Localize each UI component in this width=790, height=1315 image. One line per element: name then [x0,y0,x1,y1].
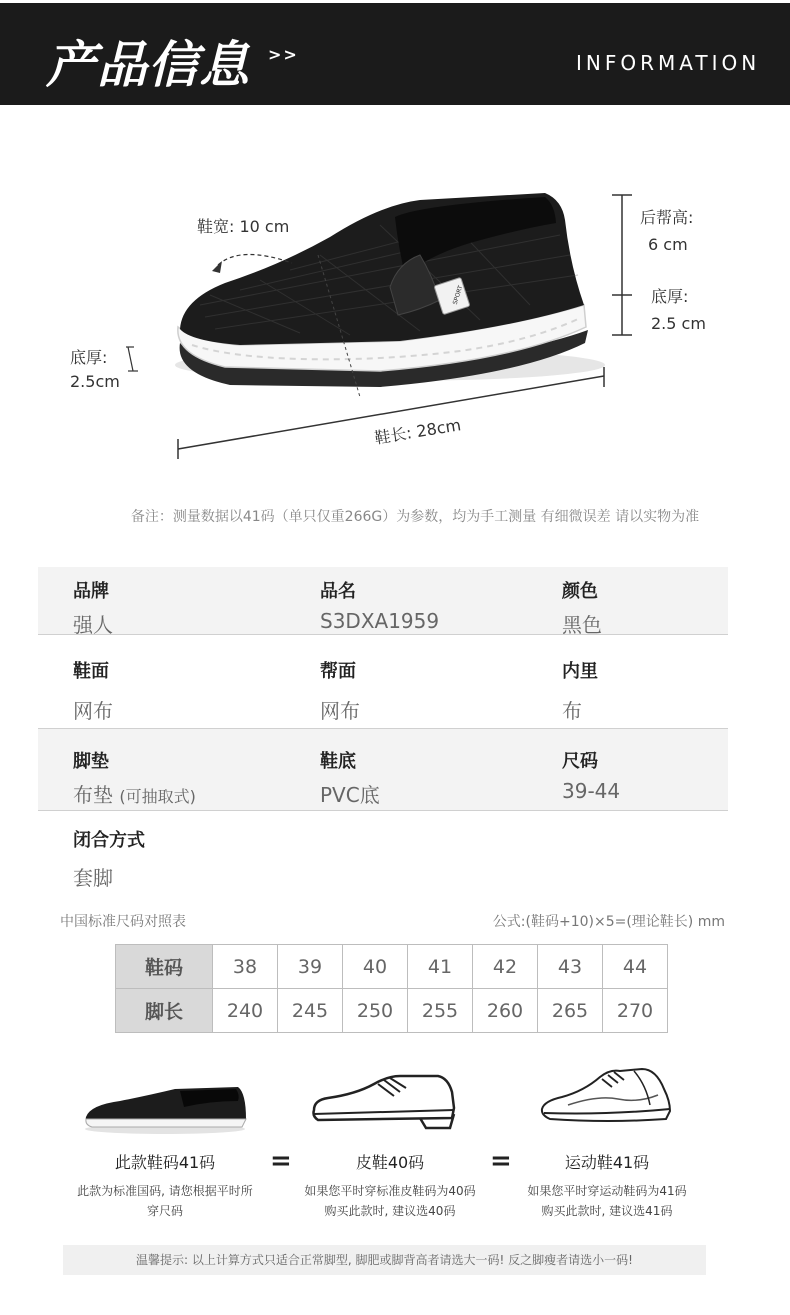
heel-height-value: 6 cm [648,235,688,254]
comparison-this-shoe [70,1150,260,1221]
equals-sign: = [490,1146,512,1176]
length-cell: 245 [278,989,343,1033]
measurement-note: 备注：测量数据以41码（单只仅重266G）为参数，均为手工测量 有细微误差 请以实物为准 [130,509,700,525]
spec-value: 网布 [320,699,360,723]
spec-brand [73,577,113,638]
size-cell: 42 [473,945,538,989]
size-tip-banner: 温馨提示: 以上计算方式只适合正常脚型, 脚肥或脚背高者请选大一码! 反之脚瘦者请选小一码! [63,1245,706,1275]
length-cell: 255 [408,989,473,1033]
shoe-dimension-diagram [0,105,790,485]
spec-label: 内里 [562,661,598,682]
spec-insole [73,747,196,808]
sole-thickness-left-label: 底厚: [70,348,108,367]
comparison-title: 皮鞋40码 [355,1153,425,1172]
insole-note: (可抽取式) [119,787,196,806]
length-cell: 265 [538,989,603,1033]
size-cell: 40 [343,945,408,989]
size-chart-title: 中国标准尺码对照表 [60,914,186,930]
spec-value: S3DXA1959 [320,609,440,633]
size-cell: 44 [603,945,668,989]
spec-value: 布 [562,699,582,723]
spec-label: 尺码 [562,751,598,772]
spec-value [73,779,196,808]
sole-thickness-right-value: 2.5 cm [651,314,706,333]
size-cell: 39 [278,945,343,989]
slip-on-shoe-icon [80,1085,250,1135]
spec-value: 39-44 [562,779,621,803]
spec-value: 黑色 [562,613,602,637]
insole-value: 布垫 [73,783,113,807]
spec-product-name [320,577,439,633]
spec-row-3 [38,729,728,811]
spec-value: 套脚 [73,866,113,890]
length-row [116,989,668,1033]
comparison-desc-line: 购买此款时, 建议选41码 [541,1204,673,1218]
spec-label: 鞋底 [320,751,356,772]
sneaker-icon [538,1065,678,1130]
comparison-desc-line: 穿尺码 [146,1204,183,1218]
shoe-width-label: 鞋宽: 10 cm [197,217,290,236]
comparison-desc-line: 如果您平时穿运动鞋码为41码 [527,1184,687,1198]
spec-label: 品名 [320,581,356,602]
row-header-length: 脚长 [116,989,213,1033]
shoe-length-label: 鞋长: 28cm [373,415,463,448]
leather-shoe-icon [308,1070,458,1130]
size-cell: 41 [408,945,473,989]
comparison-desc-line: 购买此款时, 建议选40码 [324,1204,456,1218]
length-cell: 260 [473,989,538,1033]
size-row [116,945,668,989]
sole-thickness-right-label: 底厚: [651,287,689,306]
spec-value: 网布 [73,699,113,723]
spec-lining [562,657,598,724]
size-chart-formula: 公式:(鞋码+10)×5=(理论鞋长) mm [492,914,725,930]
row-header-size: 鞋码 [116,945,213,989]
length-cell: 270 [603,989,668,1033]
spec-label: 颜色 [562,581,598,602]
spec-value: PVC底 [320,783,380,807]
spec-upper-material [73,657,113,724]
spec-label: 脚垫 [73,751,109,772]
spec-label: 品牌 [73,581,109,602]
sole-thickness-left-value: 2.5cm [70,372,120,391]
spec-row-4 [38,818,728,890]
comparison-desc [70,1181,260,1221]
badge-text: SPORT [451,284,465,306]
spec-closure [73,826,145,891]
comparison-desc-line: 如果您平时穿标准皮鞋码为40码 [304,1184,476,1198]
comparison-title: 此款鞋码41码 [114,1153,216,1172]
size-cell: 43 [538,945,603,989]
equals-sign: = [270,1146,292,1176]
spec-label: 鞋面 [73,661,109,682]
comparison-desc [295,1181,485,1221]
spec-value: 强人 [73,613,113,637]
comparison-title: 运动鞋41码 [564,1153,650,1172]
spec-vamp-material [320,657,360,724]
spec-row-2 [38,645,728,729]
header-arrows: >> [268,45,299,64]
length-cell: 250 [343,989,408,1033]
spec-label: 闭合方式 [73,830,145,851]
heel-height-label: 后帮高: [640,208,694,227]
comparison-desc [512,1181,702,1221]
header-information: INFORMATION [576,51,761,75]
spec-row-1 [38,567,728,635]
header-banner [0,3,790,105]
comparison-leather-shoe [295,1150,485,1221]
spec-outsole [320,747,380,808]
spec-color [562,577,602,638]
spec-label: 帮面 [320,661,356,682]
size-cell: 38 [213,945,278,989]
header-title: 产品信息 [46,35,250,94]
comparison-desc-line: 此款为标准国码, 请您根据平时所 [77,1184,253,1198]
comparison-sneaker [512,1150,702,1221]
size-chart-table [115,944,668,1033]
spec-size-range [562,747,620,803]
length-cell: 240 [213,989,278,1033]
